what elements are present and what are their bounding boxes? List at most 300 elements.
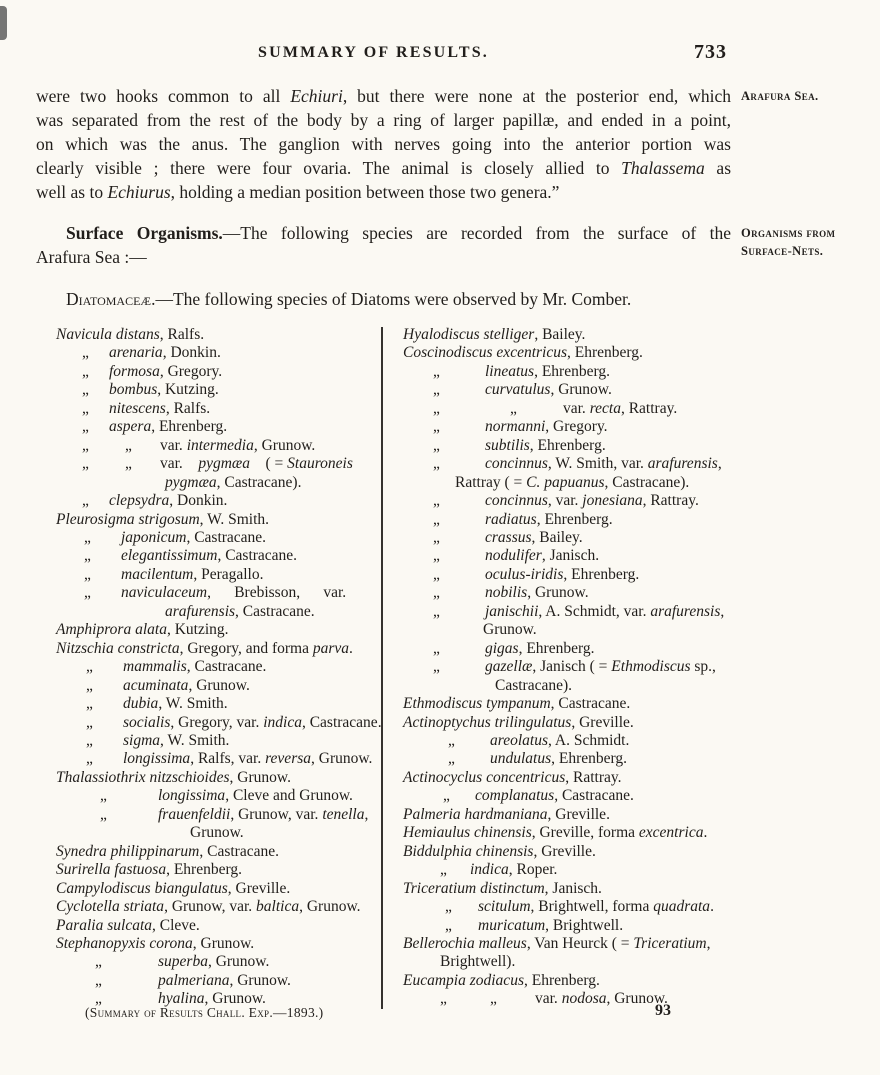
- species-line: [403, 437, 753, 455]
- text-segment: nodosa: [561, 990, 607, 1008]
- ditto-mark: „: [510, 399, 517, 417]
- text-segment: socialis: [123, 713, 171, 731]
- intro-paragraph: [36, 84, 731, 204]
- text-segment: Echiurus: [107, 182, 171, 202]
- footer-imprint: (Summary of Results Chall. Exp.—1893.): [85, 1005, 324, 1020]
- margin-note-organisms-from-surface-nets: [741, 224, 879, 260]
- text-segment: Surirella fastuosa: [56, 861, 167, 879]
- ditto-mark: „: [82, 362, 89, 380]
- ditto-mark: „: [82, 492, 89, 510]
- species-line: [403, 953, 753, 971]
- text-segment: , Grunow.: [229, 768, 291, 786]
- text-segment: Pleurosigma strigosum: [56, 510, 200, 528]
- ditto-mark: „: [443, 787, 450, 805]
- species-line: [56, 640, 381, 658]
- ditto-mark: „: [86, 713, 93, 731]
- ditto-mark: „: [86, 695, 93, 713]
- text-segment: Triceratium distinctum: [403, 879, 545, 897]
- text-segment: , Grunow, var.: [164, 898, 257, 916]
- ditto-mark: „: [86, 676, 93, 694]
- species-line: [403, 363, 753, 381]
- text-segment: , W. Smith.: [158, 695, 228, 713]
- text-segment: , Grunow.: [311, 750, 373, 768]
- text-segment: arafurensis: [165, 602, 236, 620]
- ditto-mark: „: [84, 547, 91, 565]
- ditto-mark: „: [82, 455, 89, 473]
- ditto-mark: „: [84, 584, 91, 602]
- text-segment: intermedia: [186, 436, 254, 454]
- species-line: [403, 381, 753, 399]
- text-segment: Synedra philippinarum: [56, 842, 200, 860]
- species-line: [56, 474, 381, 492]
- species-line: [403, 880, 753, 898]
- text-segment: , Van Heurck ( =: [526, 934, 634, 952]
- species-line: [403, 990, 753, 1008]
- text-segment: , Ralfs.: [159, 326, 205, 343]
- text-segment: , Cleve.: [152, 916, 200, 934]
- text-segment: frauenfeldii: [158, 805, 231, 823]
- species-line: [403, 935, 753, 953]
- ditto-mark: „: [84, 528, 91, 546]
- text-segment: , Grunow.: [253, 436, 316, 454]
- species-line: [403, 824, 753, 842]
- species-line: [56, 843, 381, 861]
- text-segment: Nitzschia constricta: [56, 639, 180, 657]
- species-line: [56, 584, 381, 602]
- text-segment: , Peragallo.: [193, 565, 264, 583]
- species-line: [403, 529, 753, 547]
- species-line: [56, 400, 381, 418]
- text-segment: Thalassiothrix nitzschioides: [56, 768, 230, 786]
- margin-note-line: Organisms from: [741, 226, 836, 240]
- species-line: [56, 326, 381, 344]
- text-segment: quadrata: [653, 898, 711, 916]
- species-line: [56, 381, 381, 399]
- species-line: [56, 806, 381, 824]
- text-segment: , Grunow.: [188, 676, 250, 694]
- text-segment: , Gregory.: [159, 362, 223, 380]
- text-segment: , Greville.: [533, 842, 596, 860]
- paragraph-line: [36, 156, 731, 180]
- ditto-mark: „: [433, 565, 440, 583]
- text-segment: Ethmodiscus tympanum: [403, 695, 551, 713]
- species-line: [403, 972, 753, 990]
- ditto-mark: „: [433, 639, 440, 657]
- text-segment: , Gregory, var.: [170, 713, 264, 731]
- text-segment: , Greville.: [547, 805, 610, 823]
- species-line: [403, 344, 753, 362]
- species-line: [56, 732, 381, 750]
- ditto-mark: „: [433, 362, 440, 380]
- species-line: [56, 677, 381, 695]
- species-line: [56, 935, 381, 953]
- text-segment: sp.,: [690, 658, 716, 676]
- text-segment: , Grunow.: [299, 898, 361, 916]
- species-line: [403, 584, 753, 602]
- text-segment: , Greville.: [571, 713, 634, 731]
- ditto-mark: „: [82, 381, 89, 399]
- ditto-mark: „: [82, 418, 89, 436]
- ditto-mark: „: [433, 602, 440, 620]
- text-segment: Arafura Sea :—: [36, 247, 147, 267]
- ditto-mark: „: [86, 731, 93, 749]
- species-line: [56, 621, 381, 639]
- text-segment: as: [704, 158, 731, 178]
- text-segment: , Kutzing.: [166, 621, 229, 639]
- ditto-mark: „: [440, 990, 447, 1008]
- text-segment: recta: [589, 399, 621, 417]
- ditto-mark: „: [490, 990, 497, 1008]
- text-segment: Stephanopyxis corona: [56, 934, 193, 952]
- text-segment: ,: [706, 934, 711, 952]
- species-line: [403, 547, 753, 565]
- species-line: [403, 714, 753, 732]
- text-segment: , Rattray.: [565, 768, 622, 786]
- species-line: [403, 750, 753, 768]
- text-segment: , Castracane.: [301, 713, 382, 731]
- species-line: [56, 455, 381, 473]
- ditto-mark: „: [433, 381, 440, 399]
- text-segment: , Grunow.: [527, 584, 589, 602]
- text-segment: .: [710, 898, 714, 916]
- species-line: [403, 732, 753, 750]
- running-title: SUMMARY OF RESULTS.: [257, 44, 490, 61]
- text-segment: , W. Smith, var.: [547, 455, 648, 473]
- species-line: [56, 492, 381, 510]
- paragraph-line: [36, 108, 731, 132]
- text-segment: , Gregory, and forma: [179, 639, 313, 657]
- species-list-right-column: [403, 326, 753, 1009]
- text-segment: areolatus: [490, 731, 548, 749]
- text-segment: , Ehrenberg.: [166, 861, 242, 879]
- text-segment: Diatomaceæ.: [66, 289, 156, 309]
- text-segment: Grunow.: [190, 824, 244, 842]
- text-segment: , Ehrenberg.: [551, 750, 628, 768]
- text-segment: gazellæ: [485, 658, 533, 676]
- text-segment: , Castracane.: [550, 695, 631, 713]
- text-segment: , Ehrenberg.: [534, 362, 610, 380]
- text-segment: , Ralfs.: [165, 399, 211, 417]
- column-divider-rule: [381, 327, 383, 1009]
- ditto-mark: „: [84, 565, 91, 583]
- text-segment: baltica: [256, 898, 300, 916]
- text-segment: undulatus: [490, 750, 552, 768]
- text-segment: , Castracane.: [186, 528, 267, 546]
- species-line: [403, 898, 753, 916]
- species-line: [56, 566, 381, 584]
- species-line: [56, 898, 381, 916]
- text-segment: , Grunow.: [229, 971, 291, 989]
- text-segment: clearly visible ; there were four ovaria. The animal is closely allied to: [36, 158, 622, 178]
- text-segment: Coscinodiscus excentricus: [403, 344, 568, 362]
- ditto-mark: „: [445, 898, 452, 916]
- text-segment: gigas: [485, 639, 519, 657]
- margin-note-line: Surface-Nets.: [741, 244, 824, 258]
- species-line: [403, 566, 753, 584]
- text-segment: japonicum: [121, 528, 187, 546]
- ditto-mark: „: [82, 399, 89, 417]
- species-line: [56, 437, 381, 455]
- text-segment: nodulifer: [485, 547, 542, 565]
- species-line: [56, 344, 381, 362]
- margin-note-arafura-sea: Arafura Sea.: [741, 89, 819, 103]
- text-segment: Paralia sulcata: [56, 916, 153, 934]
- ditto-mark: „: [433, 436, 440, 454]
- text-segment: , W. Smith.: [199, 510, 270, 528]
- species-line: [56, 363, 381, 381]
- text-segment: palmeriana: [158, 971, 230, 989]
- text-segment: indica: [263, 713, 302, 731]
- text-segment: , Castracane.: [217, 547, 298, 565]
- paragraph-line: [36, 132, 731, 156]
- species-line: [403, 787, 753, 805]
- text-segment: pygmæa: [198, 455, 250, 473]
- text-segment: , Ehrenberg.: [518, 639, 595, 657]
- ditto-mark: „: [100, 805, 107, 823]
- text-segment: acuminata: [123, 676, 189, 694]
- ditto-mark: „: [82, 344, 89, 362]
- text-segment: Ethmodiscus: [611, 658, 691, 676]
- text-segment: , A. Schmidt.: [547, 731, 630, 749]
- text-segment: , Kutzing.: [157, 381, 219, 399]
- ditto-mark: „: [433, 399, 440, 417]
- text-segment: , Janisch ( =: [532, 658, 612, 676]
- text-segment: Brightwell).: [440, 953, 516, 971]
- ditto-mark: „: [433, 528, 440, 546]
- text-segment: complanatus: [475, 787, 555, 805]
- species-line: [56, 953, 381, 971]
- text-segment: indica: [470, 861, 509, 879]
- text-segment: muricatum: [478, 916, 546, 934]
- paragraph-line: [36, 245, 731, 269]
- species-line: [403, 418, 753, 436]
- species-line: [56, 603, 381, 621]
- ditto-mark: „: [100, 787, 107, 805]
- page-number: 733: [694, 41, 727, 63]
- text-segment: janischii: [485, 602, 539, 620]
- text-segment: tenella: [322, 805, 365, 823]
- text-segment: , Ehrenberg.: [536, 510, 613, 528]
- text-segment: , Castracane.: [235, 602, 315, 620]
- text-segment: , Donkin.: [169, 492, 228, 510]
- text-segment: , Brightwell, forma: [530, 898, 654, 916]
- species-line: [403, 769, 753, 787]
- text-segment: , A. Schmidt, var.: [538, 602, 651, 620]
- text-segment: Palmeria hardmaniana: [403, 805, 548, 823]
- text-segment: curvatulus: [485, 381, 551, 399]
- text-segment: , Ralfs, var.: [190, 750, 266, 768]
- text-segment: , Ehrenberg.: [151, 418, 228, 436]
- text-segment: Cyclotella striata: [56, 898, 165, 916]
- text-segment: arafurensis: [650, 602, 721, 620]
- species-line: [56, 750, 381, 768]
- text-segment: superba: [158, 953, 208, 971]
- text-segment: , Grunow, var.: [230, 805, 323, 823]
- text-segment: , Greville, forma: [531, 824, 639, 842]
- text-segment: ,: [717, 455, 722, 473]
- text-segment: , Donkin.: [162, 344, 221, 362]
- text-segment: nitescens: [109, 399, 166, 417]
- text-segment: , Brebisson, var.: [207, 584, 347, 602]
- text-segment: , W. Smith.: [160, 731, 230, 749]
- text-segment: Echiuri: [290, 86, 343, 106]
- text-segment: , Rattray.: [642, 492, 699, 510]
- text-segment: , Castracane.: [186, 658, 267, 676]
- ditto-mark: „: [125, 455, 132, 473]
- text-segment: Actinocyclus concentricus: [403, 768, 566, 786]
- species-line: [56, 769, 381, 787]
- species-line: [56, 972, 381, 990]
- text-segment: , Janisch.: [544, 879, 602, 897]
- text-segment: , Janisch.: [541, 547, 600, 565]
- text-segment: formosa: [109, 362, 160, 380]
- text-segment: arenaria: [109, 344, 163, 362]
- species-line: [56, 824, 381, 842]
- text-segment: , Castracane.: [554, 787, 634, 805]
- species-line: [56, 787, 381, 805]
- text-segment: Actinoptychus trilingulatus: [403, 713, 572, 731]
- text-segment: on which was the anus. The ganglion with nerves going into the anterior portion was: [36, 134, 731, 154]
- text-segment: was separated from the rest of the body by a ring of larger papillæ, and ended in a point,: [36, 110, 731, 130]
- ditto-mark: „: [95, 953, 102, 971]
- species-line: [403, 326, 753, 344]
- species-line: [56, 547, 381, 565]
- text-segment: var.: [160, 455, 199, 473]
- text-segment: , Ehrenberg.: [567, 344, 643, 362]
- species-line: [56, 917, 381, 935]
- text-segment: sigma: [123, 731, 161, 749]
- text-segment: ( =: [249, 455, 288, 473]
- text-segment: longissima: [158, 787, 226, 805]
- text-segment: longissima: [123, 750, 191, 768]
- text-segment: ,: [720, 602, 725, 620]
- species-list-left-column: [56, 326, 381, 1009]
- text-segment: were two hooks common to all: [36, 86, 291, 106]
- ditto-mark: „: [448, 750, 455, 768]
- text-segment: Stauroneis: [287, 455, 353, 473]
- text-segment: naviculaceum: [121, 584, 208, 602]
- text-segment: , var.: [547, 492, 583, 510]
- text-segment: , Grunow.: [606, 990, 668, 1008]
- text-segment: parva: [312, 639, 350, 657]
- species-line: [403, 455, 753, 473]
- diatomaceae-heading: [36, 287, 731, 311]
- text-segment: Biddulphia chinensis: [403, 842, 534, 860]
- text-segment: Campylodiscus biangulatus: [56, 879, 228, 897]
- text-segment: concinnus: [485, 455, 548, 473]
- text-segment: , Grunow.: [207, 953, 270, 971]
- text-segment: , but there were none at the posterior end, which: [342, 86, 732, 106]
- ditto-mark: „: [433, 455, 440, 473]
- species-line: [403, 843, 753, 861]
- text-segment: , Castracane.: [199, 842, 279, 860]
- text-segment: subtilis: [485, 436, 530, 454]
- text-segment: , Ehrenberg.: [563, 565, 640, 583]
- species-line: [403, 806, 753, 824]
- text-segment: jonesiana: [582, 492, 643, 510]
- species-line: [403, 658, 753, 676]
- text-segment: Castracane).: [495, 676, 573, 694]
- text-segment: clepsydra: [109, 492, 170, 510]
- text-segment: mammalis: [123, 658, 187, 676]
- text-segment: Amphiprora alata: [56, 621, 167, 639]
- text-segment: , Brightwell.: [545, 916, 624, 934]
- text-segment: , Greville.: [227, 879, 291, 897]
- species-line: [403, 603, 753, 621]
- text-segment: , Gregory.: [545, 418, 608, 436]
- text-segment: oculus-iridis: [485, 565, 564, 583]
- text-segment: Navicula distans: [56, 326, 160, 343]
- ditto-mark: „: [433, 584, 440, 602]
- text-segment: well as to: [36, 182, 108, 202]
- paragraph-line: [36, 180, 731, 204]
- species-line: [56, 529, 381, 547]
- text-segment: Hemiaulus chinensis: [403, 824, 532, 842]
- ditto-mark: „: [445, 916, 452, 934]
- text-segment: crassus: [485, 528, 532, 546]
- heading-line: [36, 287, 731, 311]
- text-segment: , Castracane).: [216, 473, 302, 491]
- text-segment: , Grunow.: [550, 381, 612, 399]
- text-segment: var.: [535, 990, 562, 1008]
- ditto-mark: „: [440, 861, 447, 879]
- text-segment: dubia: [123, 695, 159, 713]
- text-segment: , holding a median position between those two genera.”: [170, 182, 560, 202]
- ditto-mark: „: [433, 658, 440, 676]
- text-segment: Surface Organisms.: [66, 223, 223, 243]
- ditto-mark: „: [433, 418, 440, 436]
- text-segment: , Ehrenberg.: [523, 971, 600, 989]
- signature-number: 93: [655, 1002, 671, 1019]
- text-segment: hyalina: [158, 990, 205, 1008]
- species-line: [56, 658, 381, 676]
- text-segment: nobilis: [485, 584, 528, 602]
- ditto-mark: „: [86, 658, 93, 676]
- text-segment: —The following species are recorded from the surface of the: [222, 223, 731, 243]
- ditto-mark: „: [95, 990, 102, 1008]
- species-line: [403, 400, 753, 418]
- text-segment: Triceratium: [633, 934, 707, 952]
- text-segment: .: [349, 639, 353, 657]
- text-segment: , Grunow.: [192, 934, 255, 952]
- text-segment: ,: [364, 805, 369, 823]
- paragraph-line: [36, 221, 731, 245]
- species-line: [56, 880, 381, 898]
- species-line: [56, 714, 381, 732]
- text-segment: scitulum: [478, 898, 531, 916]
- text-segment: aspera: [109, 418, 152, 436]
- text-segment: C. papuanus: [526, 473, 605, 491]
- species-line: [403, 621, 753, 639]
- text-segment: radiatus: [485, 510, 537, 528]
- species-line: [403, 677, 753, 695]
- text-segment: Hyalodiscus stelliger: [403, 326, 535, 343]
- text-segment: pygmæa: [165, 473, 217, 491]
- species-line: [403, 492, 753, 510]
- text-segment: concinnus: [485, 492, 548, 510]
- ditto-mark: „: [433, 547, 440, 565]
- paragraph-line: [36, 84, 731, 108]
- text-segment: Eucampia zodiacus: [403, 971, 524, 989]
- text-segment: var.: [563, 399, 590, 417]
- text-segment: reversa: [265, 750, 312, 768]
- species-line: [56, 418, 381, 436]
- species-line: [403, 861, 753, 879]
- species-line: [56, 695, 381, 713]
- text-segment: elegantissimum: [121, 547, 218, 565]
- text-segment: , Castracane).: [604, 473, 690, 491]
- species-line: [56, 511, 381, 529]
